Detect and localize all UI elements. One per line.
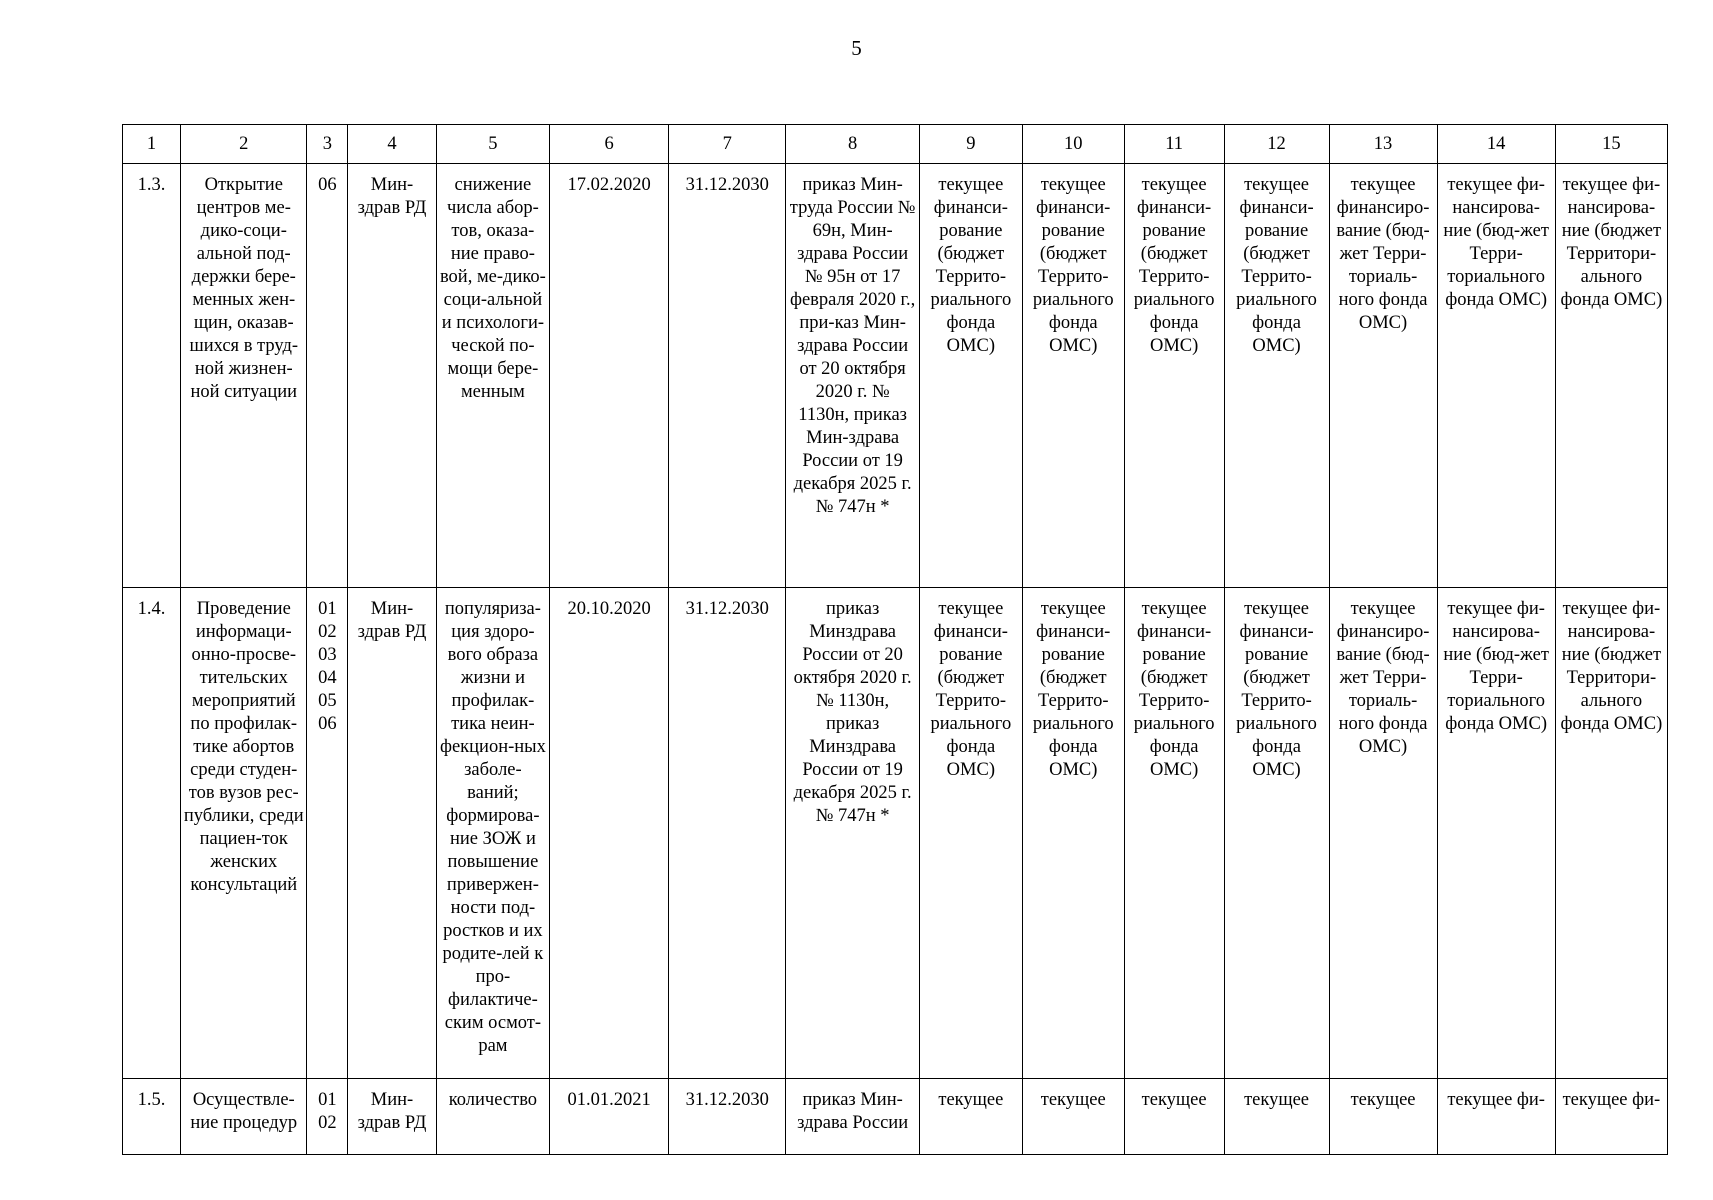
expected-result: количество	[436, 1079, 549, 1155]
header-cell-7: 7	[669, 125, 786, 164]
header-cell-10: 10	[1022, 125, 1124, 164]
header-cell-1: 1	[123, 125, 181, 164]
funding-cell: текущее финанси-рование (бюджет Террито-риального фонда ОМС)	[1124, 588, 1224, 1079]
funding-cell: текущее	[1329, 1079, 1437, 1155]
header-cell-12: 12	[1224, 125, 1329, 164]
header-cell-5: 5	[436, 125, 549, 164]
legal-basis: приказ Мин-здрава России	[786, 1079, 920, 1155]
header-cell-4: 4	[348, 125, 437, 164]
start-date: 01.01.2021	[549, 1079, 668, 1155]
table-row	[123, 164, 1668, 588]
funding-cell: текущее фи-нансирова-ние (бюджет Территори-ального фонда ОМС)	[1555, 588, 1667, 1079]
funding-cell: текущее фи-нансирова-ние (бюджет Территори-ального фонда ОМС)	[1555, 164, 1667, 588]
executor: Мин-здрав РД	[348, 164, 437, 588]
funding-cell: текущее финанси-рование (бюджет Террито-риального фонда ОМС)	[1022, 588, 1124, 1079]
measure-name: Открытие центров ме-дико-соци-альной под-держки бере-менных жен-щин, оказав-шихся в труд-ной жизнен-ной ситуации	[181, 164, 307, 588]
funding-cell: текущее фи-	[1555, 1079, 1667, 1155]
end-date: 31.12.2030	[669, 164, 786, 588]
table-header-row	[123, 125, 1668, 164]
item-number: 1.4.	[123, 588, 181, 1079]
start-date: 20.10.2020	[549, 588, 668, 1079]
end-date: 31.12.2030	[669, 588, 786, 1079]
funding-cell: текущее фи-нансирова-ние (бюд-жет Терри-ториального фонда ОМС)	[1437, 164, 1555, 588]
expected-result: снижение числа абор-тов, оказа-ние право-вой, ме-дико-соци-альной и психологи-ческой по-мощи бере-менным	[436, 164, 549, 588]
funding-cell: текущее	[1022, 1079, 1124, 1155]
header-cell-11: 11	[1124, 125, 1224, 164]
end-date: 31.12.2030	[669, 1079, 786, 1155]
legal-basis: приказ Мин-труда России № 69н, Мин-здрава России № 95н от 17 февраля 2020 г., при-каз Мин-здрава России от 20 октября 2020 г. № 1130н, приказ Мин-здрава России от 19 декабря 2025 г. № 747н *	[786, 164, 920, 588]
expected-result: популяриза-ция здоро-вого образа жизни и профилак-тика неин-фекцион-ных заболе-ваний; формирова-ние ЗОЖ и повышение привержен-ности под-ростков и их родите-лей к про-филактиче-ским осмот-рам	[436, 588, 549, 1079]
legal-basis: приказ Минздрава России от 20 октября 2020 г. № 1130н, приказ Минздрава России от 19 декабря 2025 г. № 747н *	[786, 588, 920, 1079]
funding-cell: текущее финанси-рование (бюджет Террито-риального фонда ОМС)	[919, 588, 1022, 1079]
funding-cell: текущее фи-нансирова-ние (бюд-жет Терри-ториального фонда ОМС)	[1437, 588, 1555, 1079]
funding-cell: текущее финанси-рование (бюджет Террито-риального фонда ОМС)	[1224, 164, 1329, 588]
header-cell-14: 14	[1437, 125, 1555, 164]
table-row	[123, 588, 1668, 1079]
item-number: 1.5.	[123, 1079, 181, 1155]
funding-cell: текущее финанси-рование (бюджет Террито-риального фонда ОМС)	[919, 164, 1022, 588]
funding-cell: текущее финанси-рование (бюджет Террито-риального фонда ОМС)	[1124, 164, 1224, 588]
measure-name: Осуществле-ние процедур	[181, 1079, 307, 1155]
start-date: 17.02.2020	[549, 164, 668, 588]
executor: Мин-здрав РД	[348, 588, 437, 1079]
header-cell-13: 13	[1329, 125, 1437, 164]
funding-cell: текущее	[1224, 1079, 1329, 1155]
codes: 06	[307, 164, 348, 588]
program-table	[122, 124, 1668, 1155]
measure-name: Проведение информаци-онно-просве-тительских мероприятий по профилак-тике абортов среди студен-тов вузов рес-публики, среди пациен-ток женских консультаций	[181, 588, 307, 1079]
table-row	[123, 1079, 1668, 1155]
header-cell-9: 9	[919, 125, 1022, 164]
header-cell-2: 2	[181, 125, 307, 164]
funding-cell: текущее	[1124, 1079, 1224, 1155]
header-cell-15: 15	[1555, 125, 1667, 164]
codes: 01 02	[307, 1079, 348, 1155]
item-number: 1.3.	[123, 164, 181, 588]
header-cell-6: 6	[549, 125, 668, 164]
header-cell-3: 3	[307, 125, 348, 164]
funding-cell: текущее	[919, 1079, 1022, 1155]
funding-cell: текущее фи-	[1437, 1079, 1555, 1155]
funding-cell: текущее финанси-рование (бюджет Террито-риального фонда ОМС)	[1022, 164, 1124, 588]
page-number: 5	[851, 36, 862, 60]
funding-cell: текущее финансиро-вание (бюд-жет Терри-ториаль-ного фонда ОМС)	[1329, 164, 1437, 588]
codes: 01 02 03 04 05 06	[307, 588, 348, 1079]
funding-cell: текущее финанси-рование (бюджет Террито-риального фонда ОМС)	[1224, 588, 1329, 1079]
funding-cell: текущее финансиро-вание (бюд-жет Терри-ториаль-ного фонда ОМС)	[1329, 588, 1437, 1079]
header-cell-8: 8	[786, 125, 920, 164]
executor: Мин-здрав РД	[348, 1079, 437, 1155]
